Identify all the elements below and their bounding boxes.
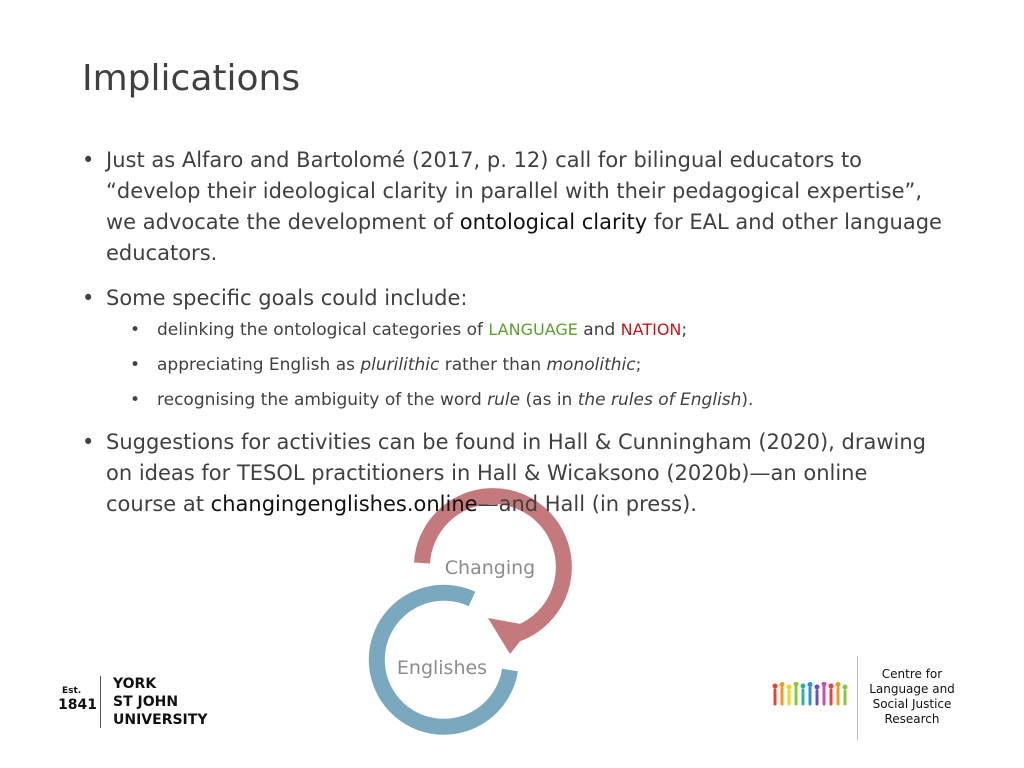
- york-est-label: Est.: [62, 686, 82, 696]
- slide-body: [82, 145, 942, 534]
- centre-line3: Social Justice: [872, 697, 952, 711]
- sub-text: delinking the ontological categories of: [157, 320, 489, 340]
- bullet-suggestions: [82, 427, 942, 520]
- centre-divider: [857, 656, 858, 740]
- sub-bullet-marker: •: [130, 390, 141, 410]
- bullet-marker: •: [82, 286, 95, 310]
- centre-line4: Research: [884, 712, 940, 726]
- bullet-text: Some specific goals could include:: [106, 286, 468, 310]
- sub-text: rather than: [439, 355, 547, 375]
- centre-logo-text: [866, 667, 958, 727]
- sub-text: ;: [635, 355, 642, 375]
- bullet-marker: •: [82, 430, 95, 454]
- sub-text: ;: [681, 320, 688, 340]
- sub-bullet-delinking: [82, 317, 942, 343]
- people-figures-icon: [770, 682, 852, 708]
- centre-line1: Centre for: [881, 667, 943, 681]
- bullet-ideological-clarity: [82, 145, 942, 269]
- york-line3: UNIVERSITY: [113, 712, 208, 728]
- sub-text: and: [577, 320, 621, 340]
- ontological-clarity-highlight: ontological clarity: [459, 210, 648, 234]
- sub-text: (as in: [520, 390, 578, 410]
- sub-bullet-plurilithic: [82, 352, 942, 378]
- sub-bullet-marker: •: [130, 320, 141, 340]
- englishes-label: Englishes: [396, 657, 488, 679]
- bullet-specific-goals: [82, 283, 942, 413]
- centre-line2: Language and: [869, 682, 955, 696]
- sub-text: appreciating English as: [157, 355, 361, 375]
- bullet-text: Suggestions for activities can be found in Hall & Cunningham (2020), drawing on ideas for TESOL practitioners in Hall & Wicaksono (2020b)—an online course at: [106, 430, 927, 516]
- italic-term: the rules of English: [577, 390, 742, 410]
- slide-title: Implications: [82, 58, 301, 99]
- sub-bullet-rule: [82, 387, 942, 413]
- york-divider: [100, 676, 101, 728]
- nation-term: NATION: [620, 320, 682, 339]
- bullet-text-end: for EAL and other language educators.: [106, 210, 942, 265]
- bullet-marker: •: [82, 148, 95, 172]
- york-st-john-logo: [113, 675, 207, 729]
- italic-term: monolithic: [546, 355, 636, 375]
- sub-text: recognising the ambiguity of the word: [157, 390, 488, 410]
- changingenglishes-link[interactable]: changingenglishes.online: [210, 492, 478, 516]
- italic-term: rule: [487, 390, 521, 410]
- sub-bullet-marker: •: [130, 355, 141, 375]
- york-line1: YORK: [113, 676, 157, 692]
- language-term: LANGUAGE: [488, 320, 578, 339]
- sub-bullet-list: [106, 317, 942, 413]
- italic-term: plurilithic: [360, 355, 440, 375]
- changing-label: Changing: [444, 557, 536, 579]
- sub-text: ).: [741, 390, 754, 410]
- york-line2: ST JOHN: [113, 694, 179, 710]
- bullet-text-end: —and Hall (in press).: [477, 492, 697, 516]
- bullet-text: Just as Alfaro and Bartolomé (2017, p. 12) call for bilingual educators to “develop their ideological clarity in parallel with their pedagogical expertise”, we advocate the development of: [106, 148, 923, 234]
- york-year: 1841: [58, 697, 97, 713]
